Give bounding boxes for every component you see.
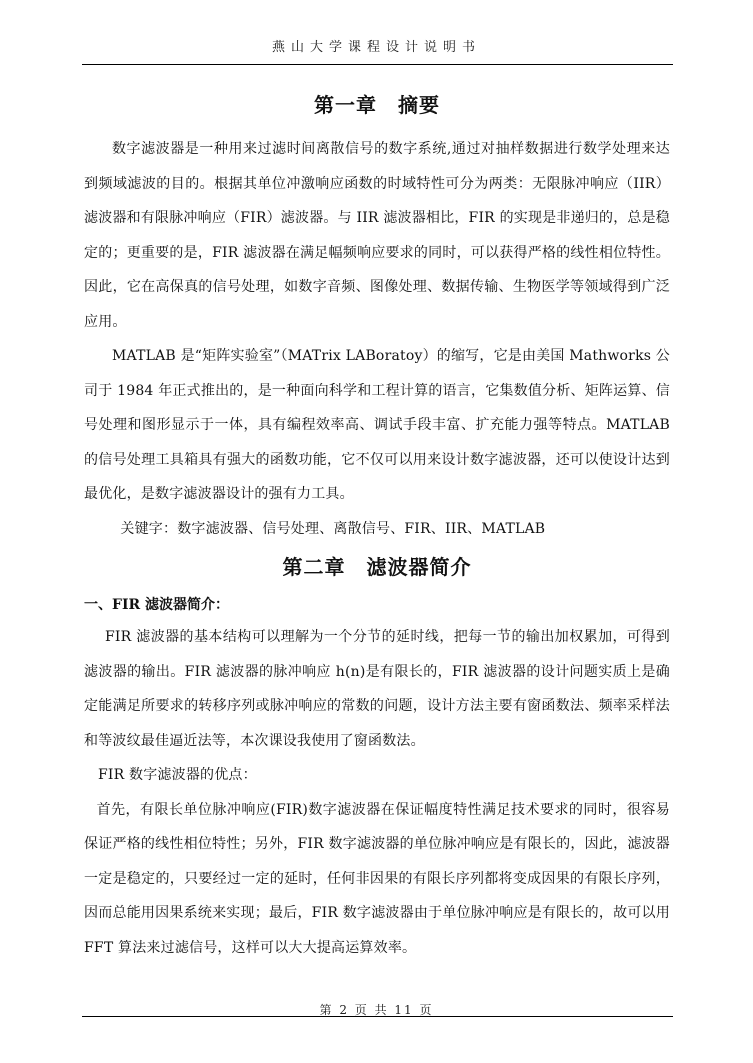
fir-advantages-title: FIR 数字滤波器的优点： — [98, 767, 257, 783]
keywords-line: 关键字：数字滤波器、信号处理、离散信号、FIR、IIR、MATLAB — [120, 520, 546, 537]
running-header: 燕山大学课程设计说明书 — [271, 40, 481, 55]
chapter-1-title: 第一章 摘要 — [314, 93, 440, 117]
page-number-footer: 第 2 页 共 11 页 — [319, 1003, 434, 1017]
fir-advantages-paragraph: 首先，有限长单位脉冲响应(FIR)数字滤波器在保证幅度特性满足技术要求的同时，很容易保证严格的线性相位特性；另外，FIR 数字滤波器的单位脉冲响应是有限长的，因此，滤波器一定是稳定的，只要经过一定的延时，任何非因果的有限长序列都将变成因果的有限长序列，因而总能用因果系统来实现；最后，FIR 数字滤波器由于单位脉冲响应是有限长的，故可以用 FFT 算法来过滤信号，这样可以大大提高运算效率。 — [84, 801, 670, 956]
abstract-paragraph-2: MATLAB 是“矩阵实验室”（MATrix LABoratoy）的缩写，它是由美国 Mathworks 公司于 1984 年正式推出的，是一种面向科学和工程计算的语言，它集数值分析、矩阵运算、信号处理和图形显示于一体，具有编程效率高、调试手段丰富、扩充能力强等特点。MATLAB 的信号处理工具箱具有强大的函数功能，它不仅可以用来设计数字滤波器，还可以使设计达到最优化，是数字滤波器设计的强有力工具。 — [84, 348, 670, 502]
fir-intro-paragraph: FIR 滤波器的基本结构可以理解为一个分节的延时线，把每一节的输出加权累加，可得到滤波器的输出。FIR 滤波器的脉冲响应 h(n)是有限长的，FIR 滤波器的设计问题实质上是确定能满足所要求的转移序列或脉冲响应的常数的问题，设计方法主要有窗函数法、频率采样法和等波纹最佳逼近法等，本次课设我使用了窗函数法。 — [84, 629, 670, 749]
abstract-paragraph-1: 数字滤波器是一种用来过滤时间离散信号的数字系统,通过对抽样数据进行数学处理来达到频域滤波的目的。根据其单位冲激响应函数的时域特性可分为两类：无限脉冲响应（IIR）滤波器和有限脉冲响应（FIR）滤波器。与 IIR 滤波器相比，FIR 的实现是非递归的，总是稳定的；更重要的是，FIR 滤波器在满足幅频响应要求的同时，可以获得严格的线性相位特性。因此，它在高保真的信号处理，如数字音频、图像处理、数据传输、生物医学等领域得到广泛应用。 — [84, 141, 670, 330]
page-content — [84, 90, 670, 965]
section-fir-title: 一、FIR 滤波器简介： — [84, 597, 229, 613]
chapter-2-title: 第二章 滤波器简介 — [282, 555, 472, 579]
header-rule — [82, 64, 673, 65]
footer-rule — [82, 1016, 673, 1017]
